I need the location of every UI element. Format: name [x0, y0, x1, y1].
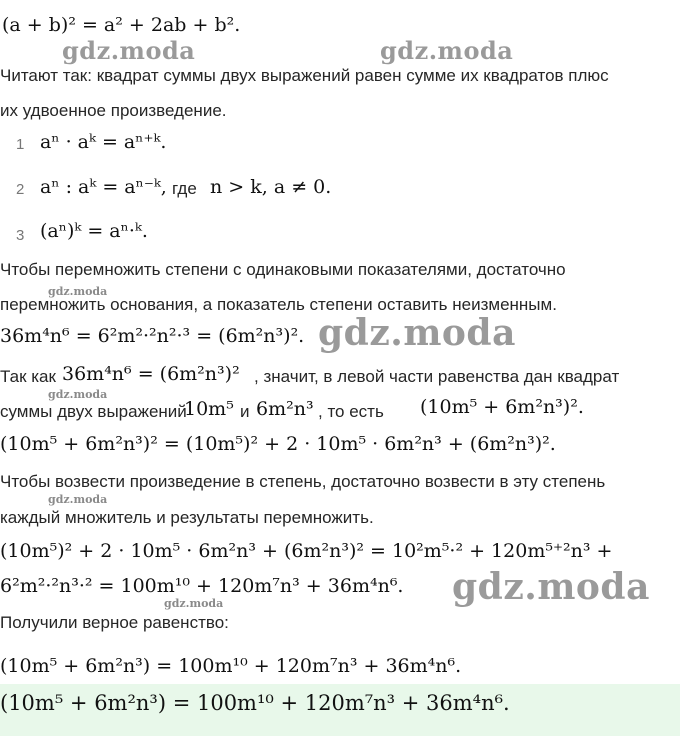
formula-line: (10m⁵ + 6m²n³)² = (10m⁵)² + 2 · 10m⁵ · 6m²n³ + (6m²n³)². — [0, 433, 556, 455]
formula-condition: n > k, a ≠ 0. — [210, 176, 332, 198]
text-line: Чтобы перемножить степени с одинаковыми показателями, достаточно — [0, 260, 566, 279]
text-line: перемножить основания, а показатель степени оставить неизменным. — [0, 295, 557, 314]
text-line: Читают так: квадрат суммы двух выражений равен сумме их квадратов плюс — [0, 66, 609, 85]
formula-inline: 10m⁵ — [184, 398, 234, 420]
watermark-small: gdz.moda — [48, 493, 108, 506]
formula-line: (10m⁵ + 6m²n³) = 100m¹⁰ + 120m⁷n³ + 36m⁴n⁶. — [0, 655, 462, 677]
watermark: gdz.moda — [452, 566, 650, 608]
formula-line: 36m⁴n⁶ = 6²m²·²n²·³ = (6m²n³)². — [0, 325, 305, 347]
watermark-small: gdz.moda — [164, 597, 224, 610]
text-word: , то есть — [318, 402, 384, 421]
text-word: где — [172, 179, 197, 198]
list-number: 1 — [16, 136, 25, 153]
list-number: 3 — [16, 227, 25, 244]
watermark-small: gdz.moda — [48, 388, 108, 401]
watermark: gdz.moda — [380, 36, 514, 65]
watermark-small: gdz.moda — [48, 285, 108, 298]
formula-inline: 6m²n³ — [256, 398, 314, 420]
formula-power-of-power: (aⁿ)ᵏ = aⁿ·ᵏ. — [40, 220, 148, 242]
list-number: 2 — [16, 181, 25, 198]
formula-power-product: aⁿ · aᵏ = aⁿ⁺ᵏ. — [40, 131, 167, 153]
text-word: Так как — [0, 367, 56, 386]
text-line: , значит, в левой части равенства дан квадрат — [254, 367, 620, 386]
watermark: gdz.moda — [62, 36, 196, 65]
text-word: и — [240, 402, 250, 421]
formula-inline: 36m⁴n⁶ = (6m²n³)² — [62, 363, 240, 385]
formula-power-quotient: aⁿ : aᵏ = aⁿ⁻ᵏ, — [40, 176, 167, 198]
text-line: Чтобы возвести произведение в степень, достаточно возвести в эту степень — [0, 472, 606, 491]
formula-inline: (10m⁵ + 6m²n³)². — [420, 396, 584, 418]
formula-line: 6²m²·²n³·² = 100m¹⁰ + 120m⁷n³ + 36m⁴n⁶. — [0, 575, 404, 597]
text-line: Получили верное равенство: — [0, 613, 229, 632]
answer-formula: (10m⁵ + 6m²n³) = 100m¹⁰ + 120m⁷n³ + 36m⁴n⁶. — [0, 691, 510, 715]
text-word: суммы двух выражений — [0, 402, 187, 421]
formula-square-of-sum: (a + b)² = a² + 2ab + b². — [2, 14, 241, 36]
text-line: их удвоенное произведение. — [0, 101, 227, 120]
watermark: gdz.moda — [318, 312, 516, 354]
formula-line: (10m⁵)² + 2 · 10m⁵ · 6m²n³ + (6m²n³)² = 10²m⁵·² + 120m⁵⁺²n³ + — [0, 540, 613, 562]
text-line: каждый множитель и результаты перемножить. — [0, 508, 374, 527]
